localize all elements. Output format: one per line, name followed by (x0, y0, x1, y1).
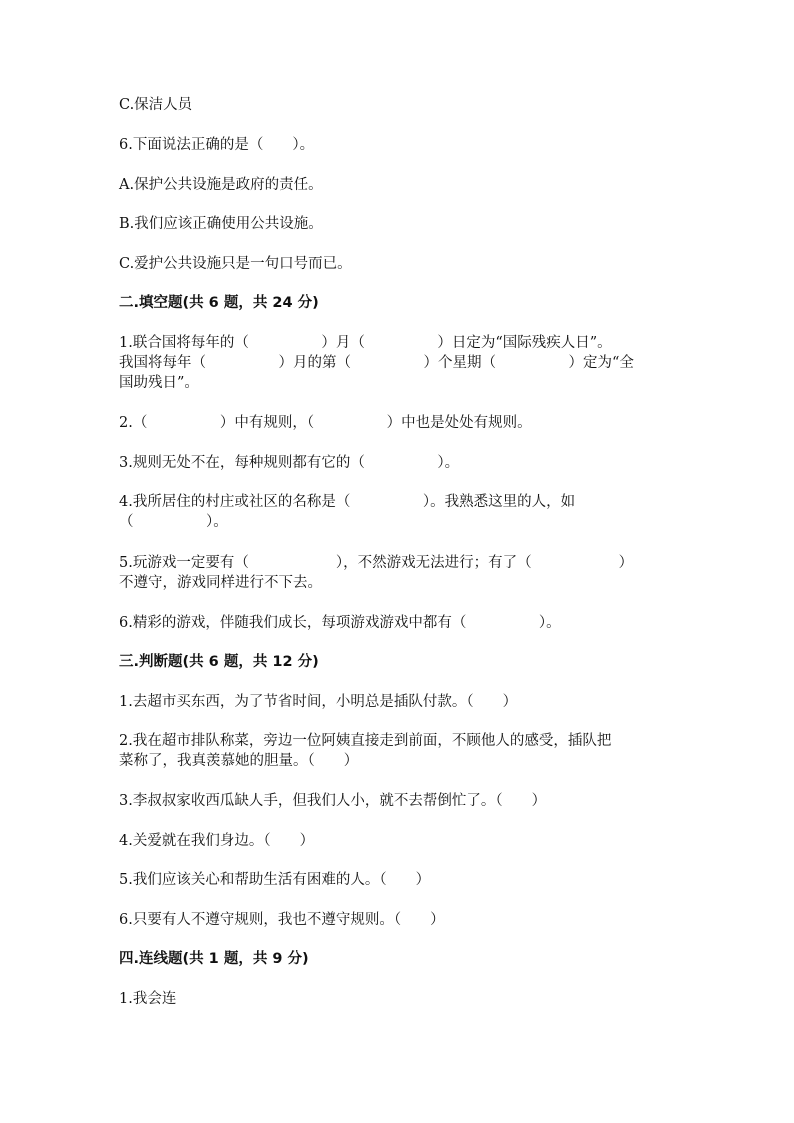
question-6-option-a: A.保护公共设施是政府的责任。 (119, 177, 323, 193)
section-heading-fill-blank: 二.填空题(共 6 题，共 24 分) (119, 295, 319, 311)
matching-1: 1.我会连 (119, 991, 177, 1007)
true-false-4: 4.关爱就在我们身边。（ ） (119, 833, 315, 849)
true-false-6: 6.只要有人不遵守规则，我也不遵守规则。（ ） (119, 912, 445, 928)
question-6-stem: 6.下面说法正确的是（ ）。 (119, 137, 315, 153)
true-false-2-line-1: 2.我在超市排队称菜，旁边一位阿姨直接走到前面，不顾他人的感受，插队把 (119, 733, 612, 749)
fill-blank-5-line-2: 不遵守，游戏同样进行不下去。 (119, 575, 322, 591)
section-heading-matching: 四.连线题(共 1 题，共 9 分) (119, 951, 309, 967)
fill-blank-1-line-1: 1.联合国将每年的（ ）月（ ）日定为“国际残疾人日”。 (119, 335, 612, 351)
fill-blank-1-line-3: 国助残日”。 (119, 375, 199, 391)
fill-blank-2: 2.（ ）中有规则，（ ）中也是处处有规则。 (119, 415, 532, 431)
true-false-5: 5.我们应该关心和帮助生活有困难的人。（ ） (119, 872, 431, 888)
question-6-option-c: C.爱护公共设施只是一句口号而已。 (119, 256, 352, 272)
fill-blank-5-line-1: 5.玩游戏一定要有（ ），不然游戏无法进行；有了（ ） (119, 555, 634, 571)
fill-blank-4-line-1: 4.我所居住的村庄或社区的名称是（ ）。我熟悉这里的人，如 (119, 494, 576, 510)
fill-blank-3: 3.规则无处不在，每种规则都有它的（ ）。 (119, 455, 460, 471)
true-false-2-line-2: 菜称了，我真羡慕她的胆量。（ ） (119, 753, 359, 769)
true-false-1: 1.去超市买东西，为了节省时间，小明总是插队付款。（ ） (119, 694, 518, 710)
option-c-cleaner: C.保洁人员 (119, 97, 193, 113)
true-false-3: 3.李叔叔家收西瓜缺人手，但我们人小，就不去帮倒忙了。（ ） (119, 793, 547, 809)
fill-blank-4-line-2: （ ）。 (119, 514, 228, 530)
fill-blank-6: 6.精彩的游戏，伴随我们成长，每项游戏游戏中都有（ ）。 (119, 615, 561, 631)
fill-blank-1-line-2: 我国将每年（ ）月的第（ ）个星期（ ）定为“全 (119, 355, 634, 371)
section-heading-true-false: 三.判断题(共 6 题，共 12 分) (119, 654, 319, 670)
question-6-option-b: B.我们应该正确使用公共设施。 (119, 216, 323, 232)
